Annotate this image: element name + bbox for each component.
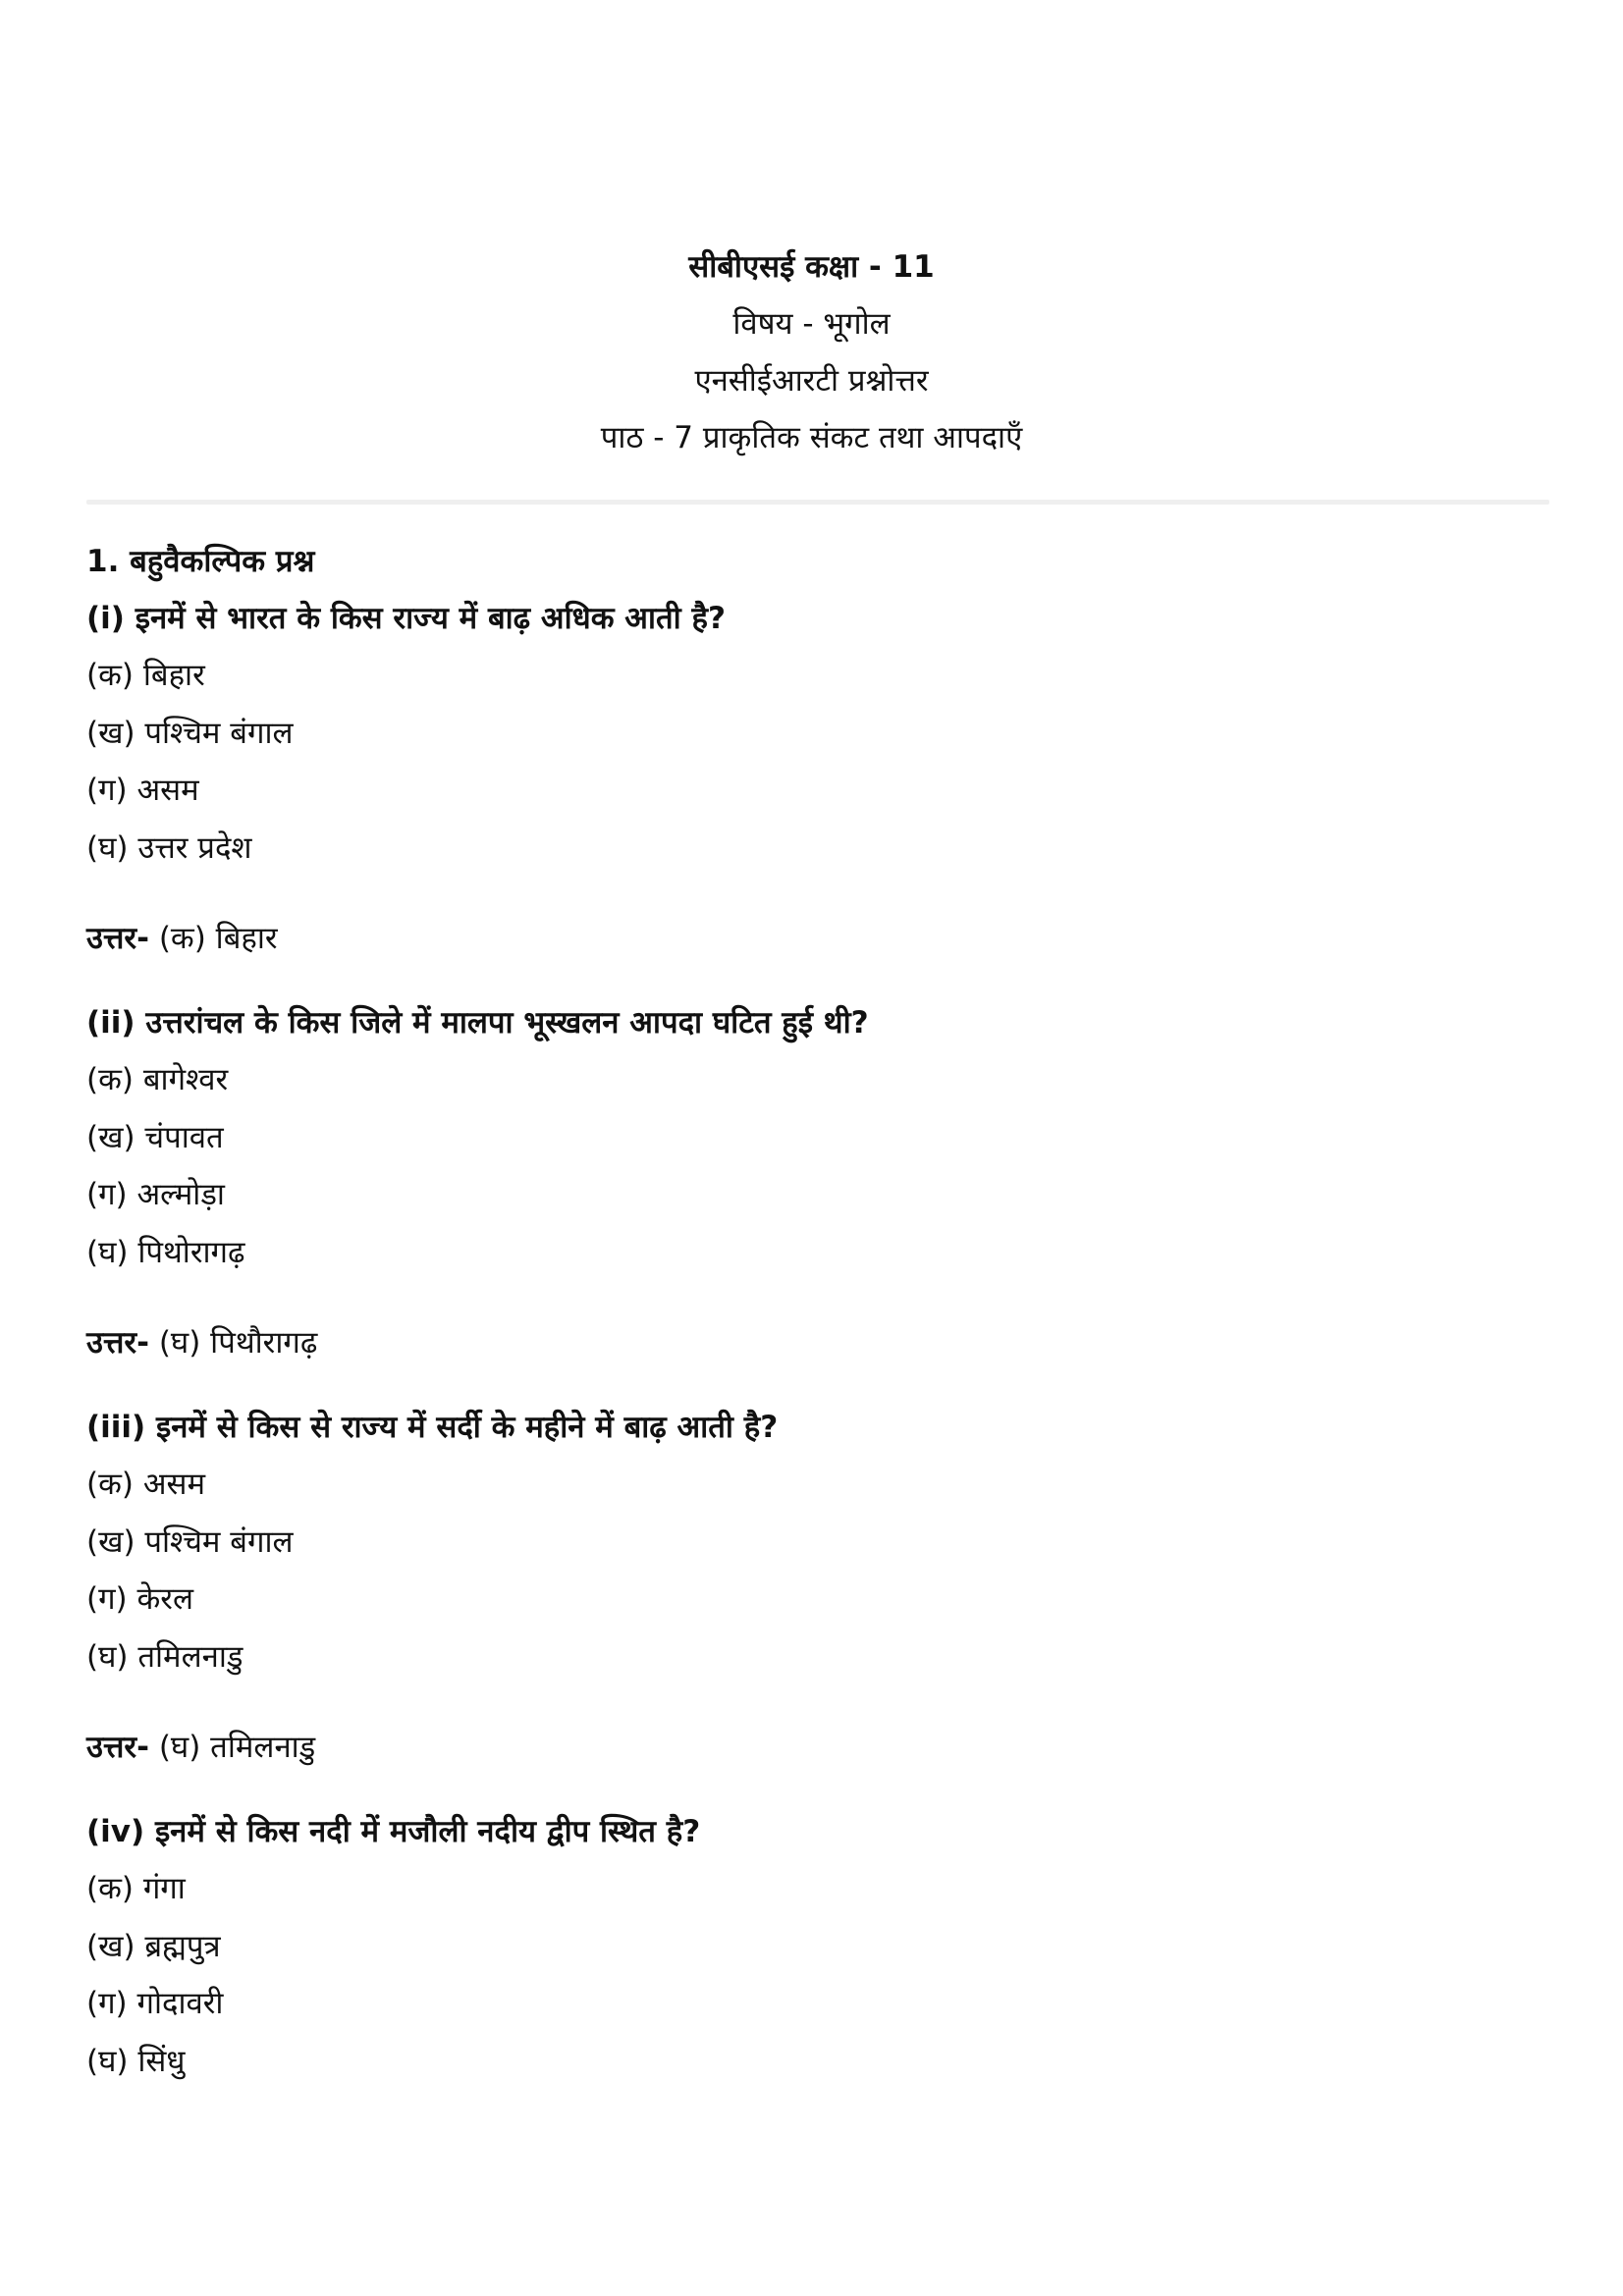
document-body [86, 533, 1549, 2090]
class-line: सीबीएसई कक्षा - 11 [688, 249, 935, 285]
chapter-line: पाठ - 7 प्राकृतिक संकट तथा आपदाएँ [600, 420, 1023, 455]
question-option: (ख) चंपावत [86, 1119, 224, 1155]
question-text: (iii) इनमें से किस से राज्य में सर्दी के महीने में बाढ़ आती है? [86, 1410, 779, 1445]
type-line: एनसीईआरटी प्रश्नोत्तर [694, 363, 929, 399]
question-text: (ii) उत्तरांचल के किस जिले में मालपा भूस्खलन आपदा घटित हुई थी? [86, 1005, 869, 1041]
question-option: (घ) उत्तर प्रदेश [86, 829, 252, 866]
section-title: 1. बहुवैकल्पिक प्रश्न [86, 544, 315, 579]
answer-line [86, 910, 1549, 967]
question-option: (क) बिहार [86, 658, 205, 693]
question-option: (ख) ब्रह्मपुत्र [86, 1928, 221, 1964]
answer-line [86, 1314, 1549, 1371]
answer-value: (घ) तमिलनाडु [148, 1730, 316, 1765]
question-text: (i) इनमें से भारत के किस राज्य में बाढ़ अधिक आती है? [86, 601, 726, 636]
answer-label: उत्तर- [86, 921, 149, 956]
question-option: (ग) असम [86, 773, 199, 808]
question-option: (क) असम [86, 1467, 206, 1502]
question-option: (घ) तमिलनाडु [86, 1638, 243, 1675]
question-text: (iv) इनमें से किस नदी में मजौली नदीय द्वीप स्थित है? [86, 1814, 701, 1849]
answer-label: उत्तर- [86, 1325, 149, 1361]
question-option: (घ) पिथोरागढ़ [86, 1234, 245, 1270]
document-header [0, 239, 1623, 466]
answer-value: (क) बिहार [148, 921, 278, 956]
question-option: (ख) पश्चिम बंगाल [86, 715, 294, 751]
question-option: (ख) पश्चिम बंगाल [86, 1523, 294, 1560]
question-option: (क) बागेश्वर [86, 1062, 229, 1097]
subject-line: विषय - भूगोल [732, 306, 891, 342]
answer-value: (घ) पिथौरागढ़ [148, 1325, 318, 1361]
header-divider [86, 500, 1549, 505]
question-option: (ग) गोदावरी [86, 1986, 224, 2021]
question-option: (क) गंगा [86, 1871, 186, 1906]
answer-label: उत्तर- [86, 1730, 149, 1765]
question-option: (घ) सिंधु [86, 2043, 186, 2079]
answer-line [86, 1719, 1549, 1776]
question-option: (ग) केरल [86, 1581, 194, 1617]
question-option: (ग) अल्मोड़ा [86, 1177, 225, 1212]
